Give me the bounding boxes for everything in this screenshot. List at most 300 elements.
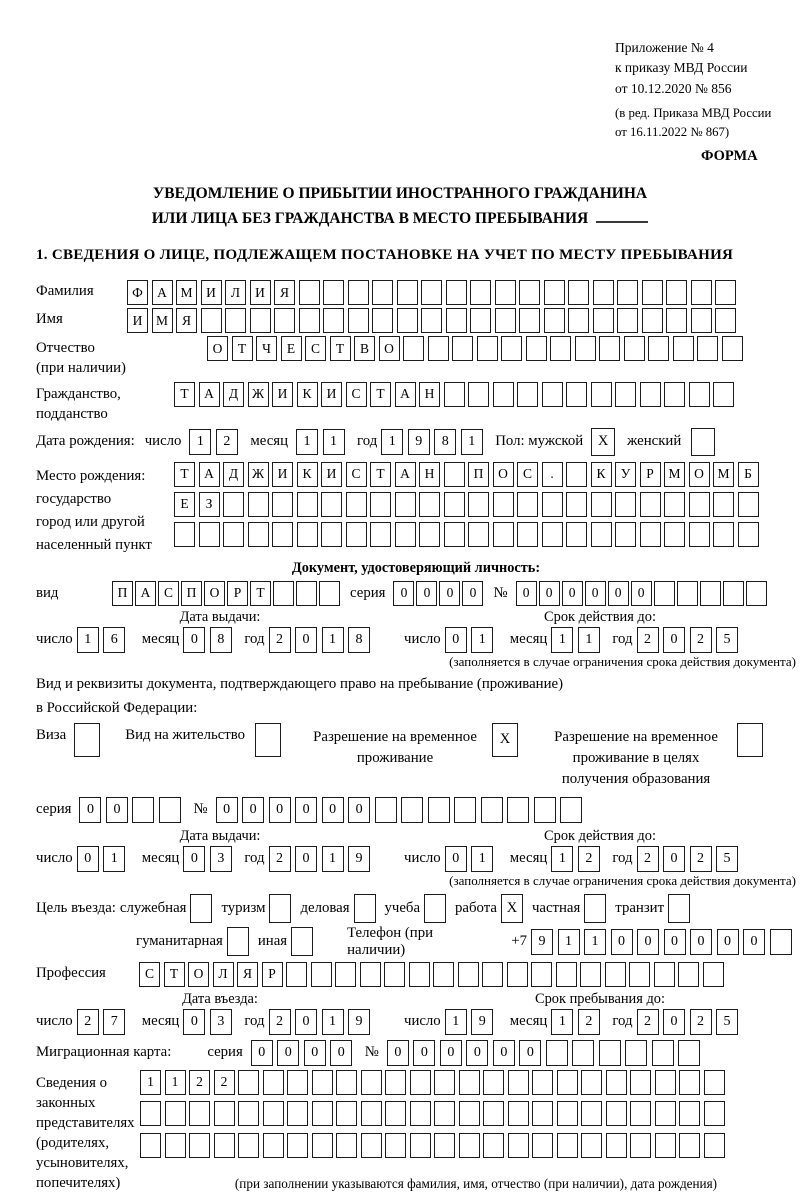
char-cell[interactable]	[493, 382, 514, 407]
char-cell[interactable]: А	[152, 280, 173, 305]
char-cell[interactable]	[557, 1101, 578, 1126]
residence-permit-checkbox[interactable]	[255, 723, 281, 757]
char-cell[interactable]: 1	[296, 429, 318, 455]
char-cell[interactable]	[419, 522, 440, 547]
char-cell[interactable]	[493, 492, 514, 517]
char-cell[interactable]: Ж	[248, 382, 269, 407]
char-cell[interactable]: 9	[408, 429, 430, 455]
char-cell[interactable]	[189, 1101, 210, 1126]
char-cell[interactable]: 5	[716, 1009, 738, 1035]
char-cell[interactable]	[238, 1101, 259, 1126]
char-cell[interactable]: 0	[413, 1040, 435, 1066]
char-cell[interactable]: 0	[304, 1040, 326, 1066]
char-cell[interactable]: А	[199, 382, 220, 407]
char-cell[interactable]	[599, 336, 620, 361]
char-cell[interactable]	[599, 1040, 621, 1066]
char-cell[interactable]	[640, 492, 661, 517]
char-cell[interactable]: П	[112, 581, 133, 606]
char-cell[interactable]: 2	[269, 627, 291, 653]
char-cell[interactable]: А	[395, 462, 416, 487]
char-cell[interactable]	[508, 1070, 529, 1095]
char-cell[interactable]	[606, 1101, 627, 1126]
char-cell[interactable]	[248, 492, 269, 517]
char-cell[interactable]: Н	[419, 462, 440, 487]
char-cell[interactable]: 8	[210, 627, 232, 653]
char-cell[interactable]: О	[207, 336, 228, 361]
char-cell[interactable]	[132, 797, 154, 823]
char-cell[interactable]	[704, 1133, 725, 1158]
char-cell[interactable]: 0	[322, 797, 344, 823]
char-cell[interactable]: 0	[295, 627, 317, 653]
char-cell[interactable]	[713, 522, 734, 547]
char-cell[interactable]: Ж	[248, 462, 269, 487]
char-cell[interactable]	[640, 382, 661, 407]
char-cell[interactable]: М	[152, 308, 173, 333]
char-cell[interactable]: 0	[242, 797, 264, 823]
char-cell[interactable]	[454, 797, 476, 823]
char-cell[interactable]	[165, 1101, 186, 1126]
char-cell[interactable]: 2	[690, 627, 712, 653]
temp-permit-edu-checkbox[interactable]	[737, 723, 763, 757]
char-cell[interactable]: 0	[393, 581, 414, 606]
char-cell[interactable]: Я	[274, 280, 295, 305]
char-cell[interactable]	[428, 797, 450, 823]
char-cell[interactable]: Т	[232, 336, 253, 361]
char-cell[interactable]: 7	[103, 1009, 125, 1035]
char-cell[interactable]: И	[250, 280, 271, 305]
char-cell[interactable]	[713, 382, 734, 407]
purpose-tourism-checkbox[interactable]	[269, 894, 291, 923]
char-cell[interactable]: 0	[251, 1040, 273, 1066]
char-cell[interactable]	[655, 1101, 676, 1126]
char-cell[interactable]	[572, 1040, 594, 1066]
char-cell[interactable]: 2	[637, 846, 659, 872]
char-cell[interactable]	[666, 308, 687, 333]
char-cell[interactable]	[336, 1101, 357, 1126]
char-cell[interactable]	[395, 492, 416, 517]
char-cell[interactable]	[483, 1133, 504, 1158]
char-cell[interactable]	[575, 336, 596, 361]
char-cell[interactable]	[459, 1070, 480, 1095]
char-cell[interactable]: 0	[608, 581, 629, 606]
char-cell[interactable]	[566, 522, 587, 547]
char-cell[interactable]	[214, 1133, 235, 1158]
char-cell[interactable]: К	[297, 382, 318, 407]
char-cell[interactable]	[360, 962, 381, 987]
char-cell[interactable]	[700, 581, 721, 606]
char-cell[interactable]	[372, 280, 393, 305]
char-cell[interactable]: 2	[269, 846, 291, 872]
char-cell[interactable]: Н	[419, 382, 440, 407]
char-cell[interactable]: О	[204, 581, 225, 606]
char-cell[interactable]	[483, 1070, 504, 1095]
char-cell[interactable]: 1	[77, 627, 99, 653]
char-cell[interactable]: 2	[216, 429, 238, 455]
char-cell[interactable]	[250, 308, 271, 333]
char-cell[interactable]	[617, 308, 638, 333]
char-cell[interactable]: П	[181, 581, 202, 606]
char-cell[interactable]: 0	[269, 797, 291, 823]
char-cell[interactable]: Л	[225, 280, 246, 305]
char-cell[interactable]	[655, 1133, 676, 1158]
char-cell[interactable]: 8	[348, 627, 370, 653]
char-cell[interactable]: Б	[738, 462, 759, 487]
char-cell[interactable]: 0	[663, 846, 685, 872]
char-cell[interactable]: 1	[471, 846, 493, 872]
char-cell[interactable]: К	[297, 462, 318, 487]
char-cell[interactable]: М	[664, 462, 685, 487]
char-cell[interactable]: И	[321, 462, 342, 487]
char-cell[interactable]	[722, 336, 743, 361]
char-cell[interactable]	[593, 308, 614, 333]
char-cell[interactable]: Т	[174, 462, 195, 487]
char-cell[interactable]	[517, 492, 538, 517]
char-cell[interactable]	[581, 1101, 602, 1126]
char-cell[interactable]: 0	[663, 1009, 685, 1035]
purpose-private-checkbox[interactable]	[584, 894, 606, 923]
char-cell[interactable]	[434, 1133, 455, 1158]
char-cell[interactable]	[531, 962, 552, 987]
char-cell[interactable]: 0	[416, 581, 437, 606]
char-cell[interactable]	[704, 1101, 725, 1126]
char-cell[interactable]	[654, 962, 675, 987]
char-cell[interactable]	[446, 308, 467, 333]
char-cell[interactable]: М	[713, 462, 734, 487]
char-cell[interactable]	[519, 308, 540, 333]
char-cell[interactable]	[542, 382, 563, 407]
char-cell[interactable]: 5	[716, 627, 738, 653]
char-cell[interactable]	[591, 492, 612, 517]
char-cell[interactable]	[606, 1133, 627, 1158]
char-cell[interactable]	[263, 1070, 284, 1095]
purpose-commercial-checkbox[interactable]	[354, 894, 376, 923]
char-cell[interactable]	[346, 522, 367, 547]
char-cell[interactable]: 0	[216, 797, 238, 823]
char-cell[interactable]: З	[199, 492, 220, 517]
char-cell[interactable]	[532, 1101, 553, 1126]
char-cell[interactable]	[517, 382, 538, 407]
char-cell[interactable]	[199, 522, 220, 547]
purpose-transit-checkbox[interactable]	[668, 894, 690, 923]
char-cell[interactable]	[272, 492, 293, 517]
char-cell[interactable]: И	[272, 382, 293, 407]
char-cell[interactable]: 0	[663, 627, 685, 653]
char-cell[interactable]	[507, 962, 528, 987]
char-cell[interactable]: И	[321, 382, 342, 407]
char-cell[interactable]: 1	[322, 1009, 344, 1035]
purpose-work-checkbox[interactable]: X	[501, 894, 523, 923]
char-cell[interactable]: Р	[640, 462, 661, 487]
char-cell[interactable]	[397, 308, 418, 333]
char-cell[interactable]: 0	[106, 797, 128, 823]
char-cell[interactable]	[468, 492, 489, 517]
char-cell[interactable]	[361, 1101, 382, 1126]
char-cell[interactable]: 0	[611, 929, 633, 955]
char-cell[interactable]: 0	[77, 846, 99, 872]
char-cell[interactable]	[223, 522, 244, 547]
char-cell[interactable]: 1	[165, 1070, 186, 1095]
char-cell[interactable]	[746, 581, 767, 606]
char-cell[interactable]	[495, 308, 516, 333]
char-cell[interactable]	[468, 382, 489, 407]
char-cell[interactable]	[544, 280, 565, 305]
char-cell[interactable]	[248, 522, 269, 547]
char-cell[interactable]	[319, 581, 340, 606]
char-cell[interactable]: 2	[189, 1070, 210, 1095]
char-cell[interactable]: Я	[237, 962, 258, 987]
char-cell[interactable]	[664, 382, 685, 407]
char-cell[interactable]: 0	[183, 846, 205, 872]
male-checkbox[interactable]: X	[591, 428, 615, 456]
char-cell[interactable]: Ч	[256, 336, 277, 361]
char-cell[interactable]	[568, 280, 589, 305]
char-cell[interactable]	[140, 1133, 161, 1158]
char-cell[interactable]	[625, 1040, 647, 1066]
char-cell[interactable]	[311, 962, 332, 987]
char-cell[interactable]	[140, 1101, 161, 1126]
char-cell[interactable]: О	[379, 336, 400, 361]
char-cell[interactable]: Р	[262, 962, 283, 987]
char-cell[interactable]	[495, 280, 516, 305]
char-cell[interactable]	[335, 962, 356, 987]
char-cell[interactable]	[517, 522, 538, 547]
char-cell[interactable]: Р	[227, 581, 248, 606]
char-cell[interactable]: Т	[370, 462, 391, 487]
char-cell[interactable]: 9	[348, 1009, 370, 1035]
char-cell[interactable]: Д	[223, 462, 244, 487]
char-cell[interactable]	[580, 962, 601, 987]
char-cell[interactable]: Е	[281, 336, 302, 361]
char-cell[interactable]	[691, 280, 712, 305]
char-cell[interactable]: 3	[210, 1009, 232, 1035]
char-cell[interactable]: П	[468, 462, 489, 487]
char-cell[interactable]: 9	[348, 846, 370, 872]
char-cell[interactable]: 0	[439, 581, 460, 606]
char-cell[interactable]	[630, 1070, 651, 1095]
char-cell[interactable]: С	[139, 962, 160, 987]
char-cell[interactable]: Т	[174, 382, 195, 407]
char-cell[interactable]	[470, 308, 491, 333]
char-cell[interactable]	[501, 336, 522, 361]
char-cell[interactable]: 2	[578, 1009, 600, 1035]
char-cell[interactable]: 1	[322, 846, 344, 872]
char-cell[interactable]	[238, 1133, 259, 1158]
char-cell[interactable]: 1	[551, 1009, 573, 1035]
purpose-other-checkbox[interactable]	[291, 927, 313, 956]
temp-permit-checkbox[interactable]: X	[492, 723, 518, 757]
char-cell[interactable]	[274, 308, 295, 333]
char-cell[interactable]: 1	[584, 929, 606, 955]
char-cell[interactable]: 0	[183, 627, 205, 653]
char-cell[interactable]: 2	[77, 1009, 99, 1035]
char-cell[interactable]	[370, 492, 391, 517]
char-cell[interactable]: 2	[214, 1070, 235, 1095]
char-cell[interactable]: Д	[223, 382, 244, 407]
char-cell[interactable]: С	[346, 382, 367, 407]
char-cell[interactable]	[654, 581, 675, 606]
char-cell[interactable]: 0	[562, 581, 583, 606]
purpose-study-checkbox[interactable]	[424, 894, 446, 923]
visa-checkbox[interactable]	[74, 723, 100, 757]
char-cell[interactable]: 9	[471, 1009, 493, 1035]
char-cell[interactable]	[679, 1070, 700, 1095]
char-cell[interactable]	[507, 797, 529, 823]
char-cell[interactable]	[410, 1133, 431, 1158]
char-cell[interactable]	[238, 1070, 259, 1095]
char-cell[interactable]: 1	[461, 429, 483, 455]
char-cell[interactable]	[566, 382, 587, 407]
char-cell[interactable]	[591, 382, 612, 407]
char-cell[interactable]	[444, 522, 465, 547]
char-cell[interactable]	[348, 280, 369, 305]
char-cell[interactable]	[397, 280, 418, 305]
char-cell[interactable]: У	[615, 462, 636, 487]
char-cell[interactable]	[526, 336, 547, 361]
char-cell[interactable]	[263, 1133, 284, 1158]
char-cell[interactable]	[678, 962, 699, 987]
char-cell[interactable]	[361, 1133, 382, 1158]
char-cell[interactable]	[201, 308, 222, 333]
char-cell[interactable]: 0	[743, 929, 765, 955]
char-cell[interactable]	[296, 581, 317, 606]
char-cell[interactable]: 0	[387, 1040, 409, 1066]
char-cell[interactable]	[557, 1133, 578, 1158]
char-cell[interactable]	[624, 336, 645, 361]
char-cell[interactable]: И	[272, 462, 293, 487]
char-cell[interactable]	[287, 1070, 308, 1095]
char-cell[interactable]	[312, 1070, 333, 1095]
char-cell[interactable]	[546, 1040, 568, 1066]
char-cell[interactable]	[689, 492, 710, 517]
char-cell[interactable]: В	[354, 336, 375, 361]
char-cell[interactable]: 1	[103, 846, 125, 872]
char-cell[interactable]	[444, 462, 465, 487]
char-cell[interactable]: 2	[690, 846, 712, 872]
char-cell[interactable]	[421, 308, 442, 333]
char-cell[interactable]: 9	[531, 929, 553, 955]
char-cell[interactable]	[508, 1133, 529, 1158]
char-cell[interactable]	[372, 308, 393, 333]
char-cell[interactable]: 1	[323, 429, 345, 455]
char-cell[interactable]	[459, 1101, 480, 1126]
char-cell[interactable]	[272, 522, 293, 547]
char-cell[interactable]	[689, 522, 710, 547]
char-cell[interactable]	[433, 962, 454, 987]
char-cell[interactable]: 2	[637, 627, 659, 653]
char-cell[interactable]	[664, 522, 685, 547]
char-cell[interactable]: 0	[466, 1040, 488, 1066]
char-cell[interactable]	[401, 797, 423, 823]
char-cell[interactable]	[689, 382, 710, 407]
char-cell[interactable]	[615, 382, 636, 407]
char-cell[interactable]	[299, 308, 320, 333]
char-cell[interactable]	[223, 492, 244, 517]
char-cell[interactable]	[321, 492, 342, 517]
purpose-business-checkbox[interactable]	[190, 894, 212, 923]
char-cell[interactable]	[666, 280, 687, 305]
female-checkbox[interactable]	[691, 428, 715, 456]
char-cell[interactable]: 0	[330, 1040, 352, 1066]
char-cell[interactable]	[403, 336, 424, 361]
char-cell[interactable]: Л	[213, 962, 234, 987]
char-cell[interactable]	[410, 1070, 431, 1095]
char-cell[interactable]	[642, 308, 663, 333]
char-cell[interactable]	[336, 1133, 357, 1158]
char-cell[interactable]	[323, 308, 344, 333]
char-cell[interactable]	[629, 962, 650, 987]
char-cell[interactable]	[483, 1101, 504, 1126]
char-cell[interactable]: 2	[690, 1009, 712, 1035]
char-cell[interactable]	[770, 929, 792, 955]
char-cell[interactable]: 1	[558, 929, 580, 955]
char-cell[interactable]	[297, 522, 318, 547]
char-cell[interactable]	[591, 522, 612, 547]
char-cell[interactable]: 0	[717, 929, 739, 955]
purpose-humanitarian-checkbox[interactable]	[227, 927, 249, 956]
char-cell[interactable]: А	[135, 581, 156, 606]
char-cell[interactable]: И	[127, 308, 148, 333]
char-cell[interactable]	[550, 336, 571, 361]
char-cell[interactable]	[434, 1070, 455, 1095]
char-cell[interactable]	[225, 308, 246, 333]
char-cell[interactable]	[165, 1133, 186, 1158]
char-cell[interactable]: 0	[493, 1040, 515, 1066]
char-cell[interactable]	[477, 336, 498, 361]
char-cell[interactable]	[273, 581, 294, 606]
char-cell[interactable]: 0	[295, 1009, 317, 1035]
char-cell[interactable]: 0	[585, 581, 606, 606]
char-cell[interactable]	[459, 1133, 480, 1158]
char-cell[interactable]: О	[689, 462, 710, 487]
char-cell[interactable]	[519, 280, 540, 305]
char-cell[interactable]	[715, 308, 736, 333]
char-cell[interactable]	[691, 308, 712, 333]
char-cell[interactable]	[605, 962, 626, 987]
char-cell[interactable]	[715, 280, 736, 305]
char-cell[interactable]	[697, 336, 718, 361]
char-cell[interactable]	[532, 1070, 553, 1095]
char-cell[interactable]	[481, 797, 503, 823]
char-cell[interactable]: 1	[322, 627, 344, 653]
char-cell[interactable]: 0	[445, 627, 467, 653]
char-cell[interactable]	[508, 1101, 529, 1126]
char-cell[interactable]: 2	[269, 1009, 291, 1035]
char-cell[interactable]: 0	[445, 846, 467, 872]
char-cell[interactable]	[652, 1040, 674, 1066]
char-cell[interactable]	[566, 492, 587, 517]
char-cell[interactable]: О	[188, 962, 209, 987]
char-cell[interactable]	[323, 280, 344, 305]
char-cell[interactable]	[704, 1070, 725, 1095]
char-cell[interactable]: Т	[370, 382, 391, 407]
char-cell[interactable]	[664, 492, 685, 517]
char-cell[interactable]: А	[199, 462, 220, 487]
char-cell[interactable]: Я	[176, 308, 197, 333]
char-cell[interactable]	[556, 962, 577, 987]
char-cell[interactable]: С	[517, 462, 538, 487]
char-cell[interactable]	[738, 522, 759, 547]
char-cell[interactable]: С	[305, 336, 326, 361]
char-cell[interactable]: А	[395, 382, 416, 407]
char-cell[interactable]	[679, 1133, 700, 1158]
char-cell[interactable]	[470, 280, 491, 305]
char-cell[interactable]	[678, 1040, 700, 1066]
char-cell[interactable]: 1	[189, 429, 211, 455]
char-cell[interactable]	[493, 522, 514, 547]
char-cell[interactable]: 1	[551, 627, 573, 653]
char-cell[interactable]	[370, 522, 391, 547]
char-cell[interactable]	[336, 1070, 357, 1095]
